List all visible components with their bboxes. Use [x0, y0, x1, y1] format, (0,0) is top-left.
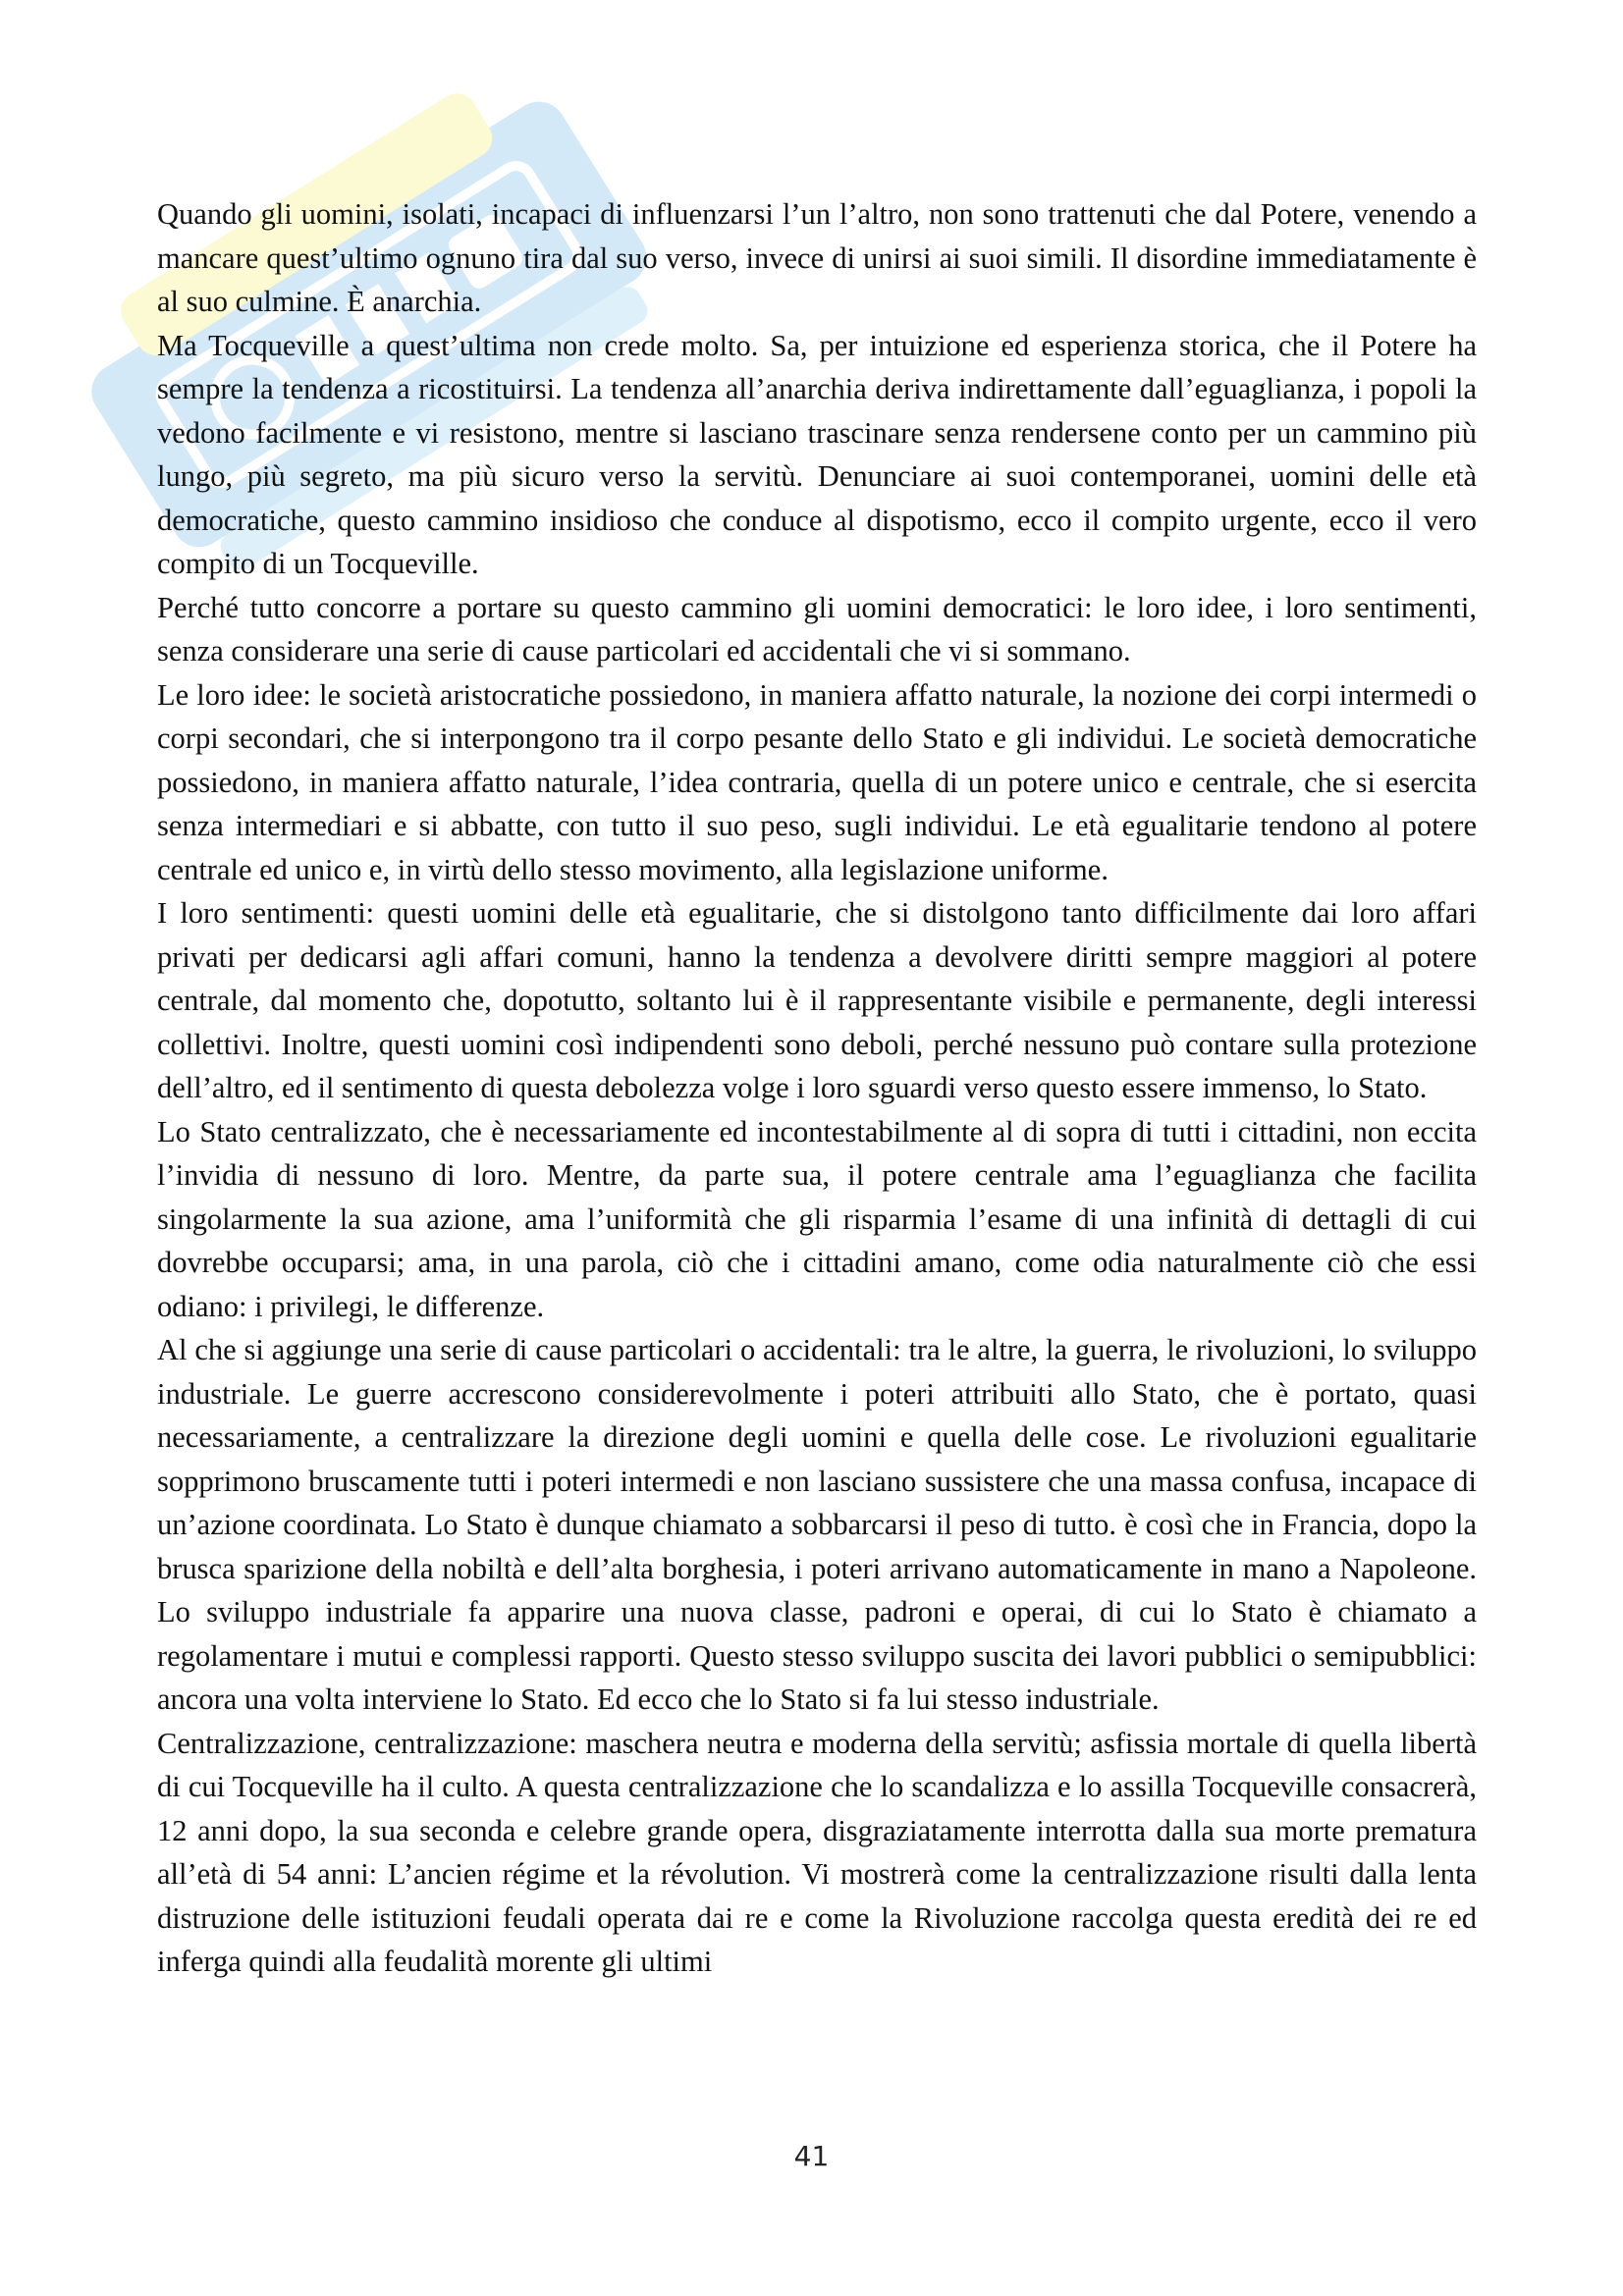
paragraph: Lo Stato centralizzato, che è necessariamente ed incontestabilmente al di sopra di tutti i cittadini, non eccita l’invidia di nessuno di loro. Mentre, da parte sua, il potere centrale ama l’eguaglianza che facilita singolarmente la sua azione, ama l’uniformità che gli risparmia l’esame di una infinità di dettagli di cui dovrebbe occuparsi; ama, in una parola, ciò che i cittadini amano, come odia naturalmente ciò che essi odiano: i privilegi, le differenze.: [157, 1114, 1477, 1323]
paragraph: I loro sentimenti: questi uomini delle età egualitarie, che si distolgono tanto difficilmente dai loro affari privati per dedicarsi agli affari comuni, hanno la tendenza a devolvere diritti sempre maggiori al potere centrale, dal momento che, dopotutto, soltanto lui è il rappresentante visibile e permanente, degli interessi collettivi. Inoltre, questi uomini così indipendenti sono deboli, perché nessuno può contare sulla protezione dell’altro, ed il sentimento di questa debolezza volge i loro sguardi verso questo essere immenso, lo Stato.: [157, 896, 1477, 1104]
paragraph: Perché tutto concorre a portare su questo cammino gli uomini democratici: le loro idee, i loro sentimenti, senza considerare una serie di cause particolari ed accidentali che vi si sommano.: [157, 590, 1477, 667]
paragraph: Le loro idee: le società aristocratiche possiedono, in maniera affatto naturale, la nozione dei corpi intermedi o corpi secondari, che si interpongono tra il corpo pesante dello Stato e gli individui. Le società democratiche possiedono, in maniera affatto naturale, l’idea contraria, quella di un potere unico e centrale, che si esercita senza intermediari e si abbatte, con tutto il suo peso, sugli individui. Le età egualitarie tendono al potere centrale ed unico e, in virtù dello stesso movimento, alla legislazione uniforme.: [157, 677, 1477, 886]
page-number: 41: [793, 2140, 830, 2172]
paragraph: Centralizzazione, centralizzazione: maschera neutra e moderna della servitù; asfissia mortale di quella libertà di cui Tocqueville ha il culto. A questa centralizzazione che lo scandalizza e lo assilla Tocqueville consacrerà, 12 anni dopo, la sua seconda e celebre grande opera, disgraziatamente interrotta dalla sua morte prematura all’età di 54 anni: L’ancien régime et la révolution. Vi mostrerà come la centralizzazione risulti dalla lenta distruzione delle istituzioni feudali operata dai re e come la Rivoluzione raccolga questa eredità dei re ed inferga quindi alla feudalità morente gli ultimi: [157, 1726, 1477, 1978]
paragraph: Ma Tocqueville a quest’ultima non crede molto. Sa, per intuizione ed esperienza storica, che il Potere ha sempre la tendenza a ricostituirsi. La tendenza all’anarchia deriva indirettamente dall’eguaglianza, i popoli la vedono facilmente e vi resistono, mentre si lasciano trascinare senza rendersene conto per un cammino più lungo, più segreto, ma più sicuro verso la servitù. Denunciare ai suoi contemporanei, uomini delle età democratiche, questo cammino insidioso che conduce al dispotismo, ecco il compito urgente, ecco il vero compito di un Tocqueville.: [157, 328, 1477, 580]
paragraph: Quando gli uomini, isolati, incapaci di influenzarsi l’un l’altro, non sono trattenuti che dal Potere, venendo a mancare quest’ultimo ognuno tira dal suo verso, invece di unirsi ai suoi simili. Il disordine immediatamente è al suo culmine. È anarchia.: [157, 197, 1477, 318]
document-body: [157, 192, 1477, 1984]
paragraph: Al che si aggiunge una serie di cause particolari o accidentali: tra le altre, la guerra, le rivoluzioni, lo sviluppo industriale. Le guerre accrescono considerevolmente i poteri attribuiti allo Stato, che è portato, quasi necessariamente, a centralizzare la direzione degli uomini e quella delle cose. Le rivoluzioni egualitarie sopprimono bruscamente tutti i poteri intermedi e non lasciano sussistere che una massa confusa, incapace di un’azione coordinata. Lo Stato è dunque chiamato a sobbarcarsi il peso di tutto. è così che in Francia, dopo la brusca sparizione della nobiltà e dell’alta borghesia, i poteri arrivano automaticamente in mano a Napoleone. Lo sviluppo industriale fa apparire una nuova classe, padroni e operai, di cui lo Stato è chiamato a regolamentare i mutui e complessi rapporti. Questo stesso sviluppo suscita dei lavori pubblici o semipubblici: ancora una volta interviene lo Stato. Ed ecco che lo Stato si fa lui stesso industriale.: [157, 1333, 1477, 1716]
